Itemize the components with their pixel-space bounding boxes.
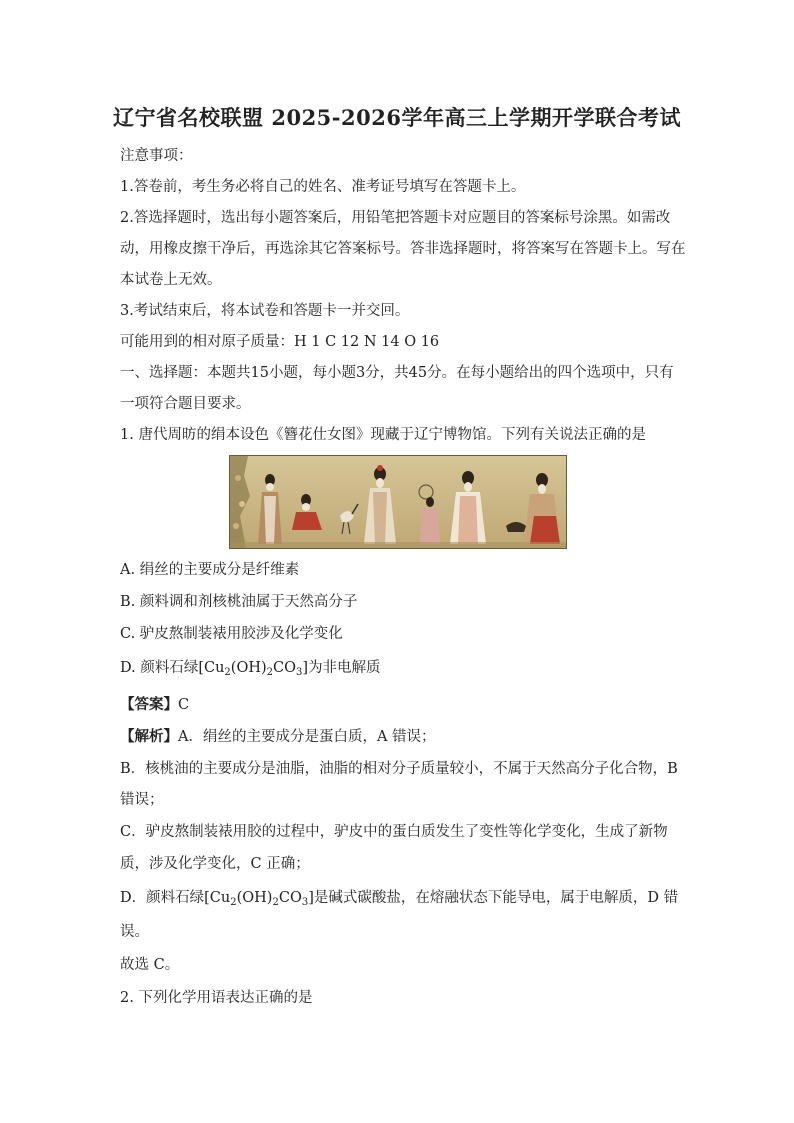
analysis-c-line-2: 质，涉及化学变化，C 正确； — [120, 856, 310, 872]
analysis-b-line-1: B．核桃油的主要成分是油脂，油脂的相对分子质量较小，不属于天然高分子化合物，B — [120, 761, 678, 777]
analysis-label: 【解析】 — [120, 728, 178, 745]
analysis-d-prefix: D．颜料石绿 — [120, 890, 205, 906]
analysis-d-line-1 — [120, 888, 678, 908]
option-d-suffix: 为非电解质 — [308, 660, 381, 676]
analysis-c-line-1: C．驴皮熬制装裱用胶的过程中，驴皮中的蛋白质发生了变性等化学变化，生成了新物 — [120, 824, 668, 840]
painting-illustration — [230, 456, 566, 548]
analysis-a-text: A．绢丝的主要成分是蛋白质，A 错误； — [178, 729, 436, 745]
painting-image — [229, 455, 567, 549]
notice-item-2-line-3: 本试卷上无效。 — [120, 272, 222, 288]
answer-line — [120, 695, 189, 715]
question-1-stem: 1. 唐代周昉的绢本设色《簪花仕女图》现藏于辽宁博物馆。下列有关说法正确的是 — [120, 427, 646, 443]
option-b: B. 颜料调和剂核桃油属于天然高分子 — [120, 594, 358, 610]
analysis-a — [120, 727, 436, 747]
option-d — [120, 658, 381, 678]
malachite-formula-2: $[Cu_2(OH)_2CO_3]$ — [204, 890, 314, 908]
answer-value: C — [178, 697, 190, 713]
option-c: C. 驴皮熬制装裱用胶涉及化学变化 — [120, 626, 343, 642]
page-title: 辽宁省名校联盟 2025-2026学年高三上学期开学联合考试 — [113, 105, 681, 130]
section-intro-line-2: 一项符合题目要求。 — [120, 396, 251, 412]
option-d-prefix: D. 颜料石绿 — [120, 660, 199, 676]
analysis-b-line-2: 错误； — [120, 792, 164, 808]
atomic-masses: 可能用到的相对原子质量：H 1 C 12 N 14 O 16 — [120, 334, 440, 350]
notice-item-1: 1.答卷前，考生务必将自己的姓名、准考证号填写在答题卡上。 — [120, 179, 526, 195]
notice-item-2-line-1: 2.答选择题时，选出每小题答案后，用铅笔把答题卡对应题目的答案标号涂黑。如需改 — [120, 210, 671, 226]
analysis-d-suffix: 是碱式碳酸盐，在熔融状态下能导电，属于电解质，D 错 — [313, 890, 679, 906]
notice-item-2-line-2: 动，用橡皮擦干净后，再选涂其它答案标号。答非选择题时，将答案写在答题卡上。写在 — [120, 241, 686, 257]
answer-label: 【答案】 — [120, 696, 178, 713]
analysis-d-line-2: 误。 — [120, 924, 149, 940]
question-2-stem: 2. 下列化学用语表达正确的是 — [120, 990, 313, 1006]
malachite-formula: $[Cu_2(OH)_2CO_3]$ — [198, 660, 309, 678]
notice-heading: 注意事项： — [120, 148, 193, 164]
section-intro-line-1: 一、选择题：本题共15小题，每小题3分，共45分。在每小题给出的四个选项中，只有 — [120, 365, 674, 381]
option-a: A. 绢丝的主要成分是纤维素 — [120, 562, 300, 578]
notice-item-3: 3.考试结束后，将本试卷和答题卡一并交回。 — [120, 303, 410, 319]
conclusion: 故选 C。 — [120, 957, 180, 973]
